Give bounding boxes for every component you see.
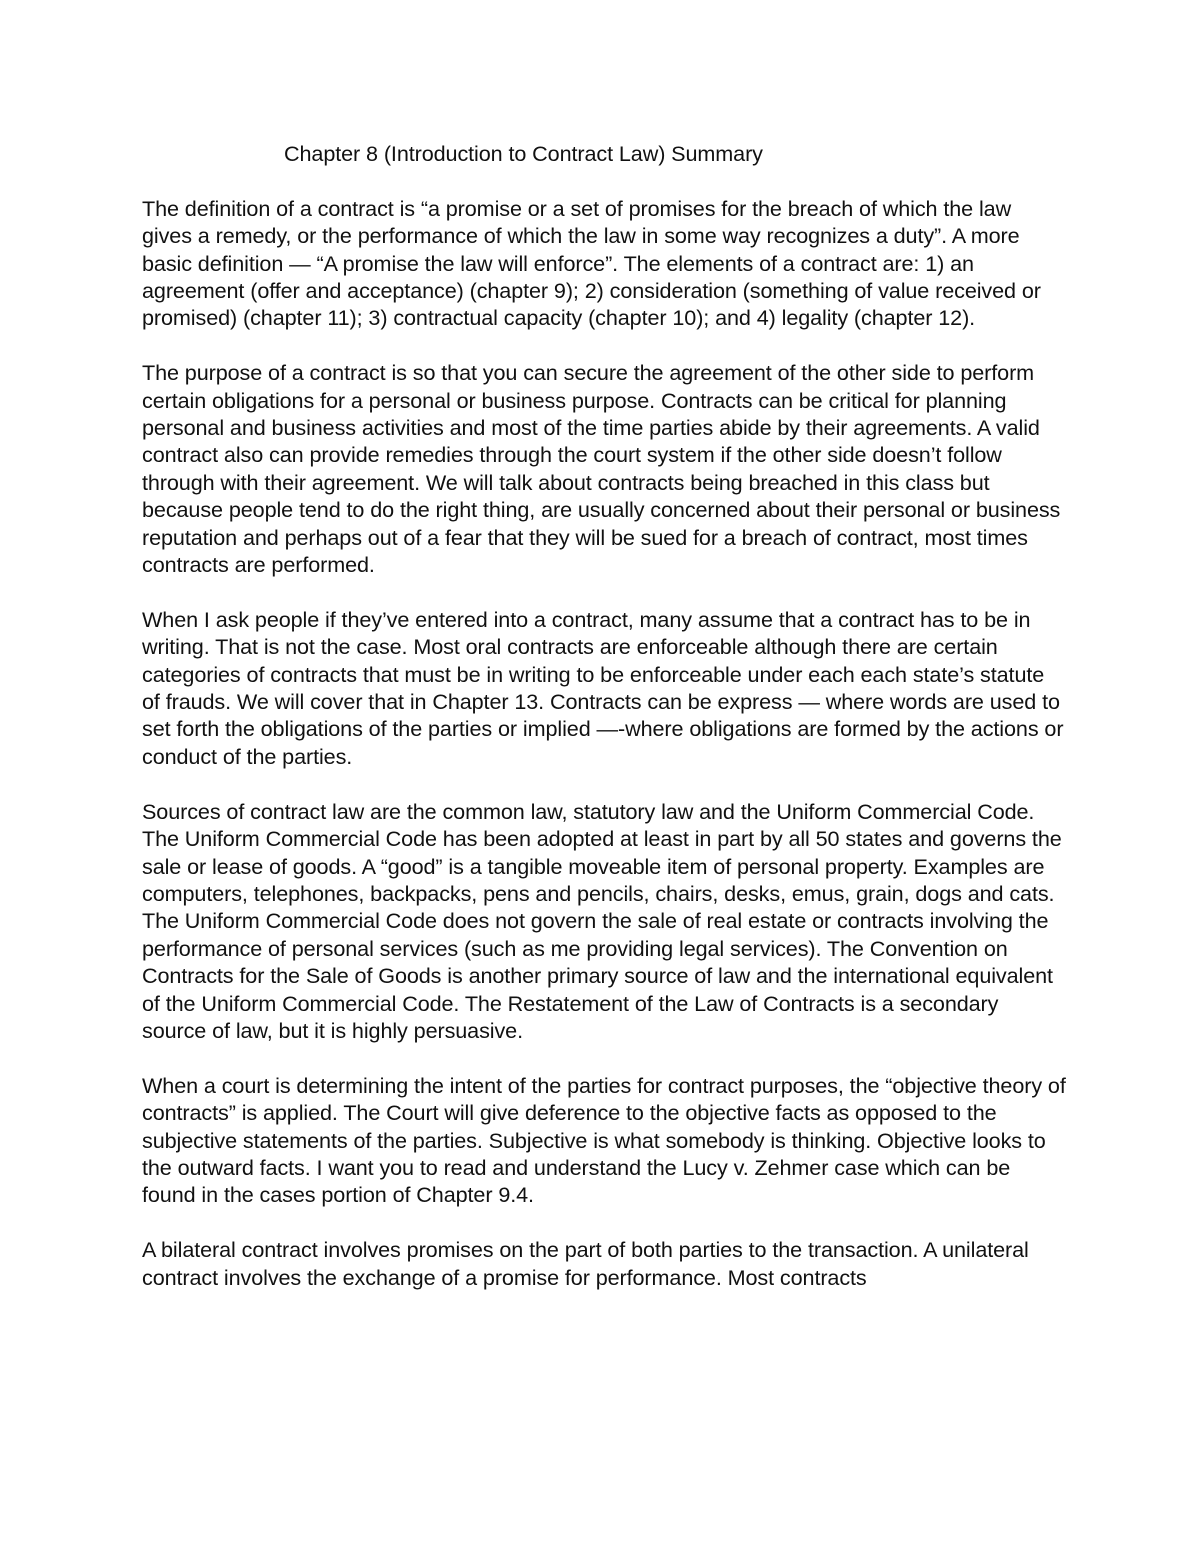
paragraph-objective-theory: When a court is determining the intent of the parties for contract purposes, the “objective theory of contracts” is applied. The Court will give deference to the objective facts as opposed to the subjective statements of the parties. Subjective is what somebody is thinking. Objective looks to the outward facts. I want you to read and understand the Lucy v. Zehmer case which can be found in the cases portion of Chapter 9.4.: [142, 1072, 1066, 1208]
document-body: [142, 140, 1066, 1318]
paragraph-oral-contracts: When I ask people if they’ve entered into a contract, many assume that a contract has to be in writing. That is not the case. Most oral contracts are enforceable although there are certain categories of contracts that must be in writing to be enforceable under each each state’s statute of frauds. We will cover that in Chapter 13. Contracts can be express — where words are used to set forth the obligations of the parties or implied —-where obligations are formed by the actions or conduct of the parties.: [142, 606, 1064, 769]
document-title: Chapter 8 (Introduction to Contract Law) Summary: [284, 141, 763, 166]
paragraph-bilateral-unilateral: A bilateral contract involves promises on the part of both parties to the transaction. A unilateral contract involves the exchange of a promise for performance. Most contracts: [142, 1237, 1029, 1290]
paragraph-sources-of-law: Sources of contract law are the common law, statutory law and the Uniform Commercial Code. The Uniform Commercial Code has been adopted at least in part by all 50 states and governs the sale or lease of goods. A “good” is a tangible moveable item of personal property. Examples are computers, telephones, backpacks, pens and pencils, chairs, desks, emus, grain, dogs and cats. The Uniform Commercial Code does not govern the sale of real estate or contracts involving the performance of personal services (such as me providing legal services). The Convention on Contracts for the Sale of Goods is another primary source of law and the international equivalent of the Uniform Commercial Code. The Restatement of the Law of Contracts is a secondary source of law, but it is highly persuasive.: [142, 798, 1062, 1043]
paragraph-contract-definition: The definition of a contract is “a promise or a set of promises for the breach of which the law gives a remedy, or the performance of which the law in some way recognizes a duty”. A more basic definition — “A promise the law will enforce”. The elements of a contract are: 1) an agreement (offer and acceptance) (chapter 9); 2) consideration (something of value received or promised) (chapter 11); 3) contractual capacity (chapter 10); and 4) legality (chapter 12).: [142, 195, 1041, 331]
paragraph-contract-purpose: The purpose of a contract is so that you can secure the agreement of the other side to perform certain obligations for a personal or business purpose. Contracts can be critical for planning personal and business activities and most of the time parties abide by their agreements. A valid contract also can provide remedies through the court system if the other side doesn’t follow through with their agreement. We will talk about contracts being breached in this class but because people tend to do the right thing, are usually concerned about their personal or business reputation and perhaps out of a fear that they will be sued for a breach of contract, most times contracts are performed.: [142, 360, 1061, 578]
